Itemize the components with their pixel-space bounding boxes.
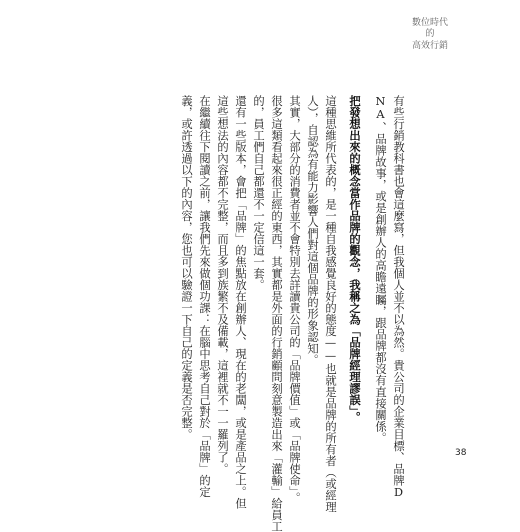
emphasis-column: 把發想出來的概念當作品牌的觀念，我稱之為「品牌經理謬誤」。 [348, 95, 362, 423]
header-line-2: 的 [425, 29, 435, 39]
text-column-3: 這種思維所代表的，是一種自我感覺良好的態度——也就是品牌的所有者（或經理 [324, 95, 337, 513]
text-column-5: 其實，大部分的消費者並不會特別去詳讀貴公司的「品牌價值」或「品牌使命」。 [288, 95, 301, 504]
text-column-6: 很多這類看起來很正經的東西，其實都是外面的行銷顧問刻意製造出來「灌輸」給員工 [270, 95, 283, 532]
header-line-1: 數位時代 [411, 18, 448, 28]
text-column-8: 還有一些版本，會把「品牌」的焦點放在創辦人、現在的老闆，或是產品之上。但 [234, 95, 247, 509]
page-number: 38 [455, 448, 467, 458]
text-column-2: NA、品牌故事，或是創辦人的高瞻遠矚，跟品牌都沒有直接關係。 [374, 95, 387, 444]
text-column-11: 義，或許透過以下的內容，您也可以驗證一下自己的定義是否完整。 [180, 95, 193, 440]
running-header [360, 18, 500, 52]
text-column-1: 有些行銷教科書也會這麼寫，但我個人並不以為然。貴公司的企業目標、品牌D [392, 95, 405, 500]
text-column-10: 在繼續往下閱讀之前，讓我們先來做個功課：在腦中思考自己對於「品牌」的定 [198, 95, 211, 498]
text-column-4: 人），自認為有能力影響人們對這個品牌的形象認知。 [306, 95, 319, 366]
text-column-9: 這些想法的內容都不完整，而且多到族繁不及備載，這裡就不一一羅列了。 [216, 95, 229, 475]
text-column-7: 的，員工們自己都還不一定信這一套。 [252, 95, 265, 291]
header-line-3: 高效行銷 [411, 41, 448, 51]
